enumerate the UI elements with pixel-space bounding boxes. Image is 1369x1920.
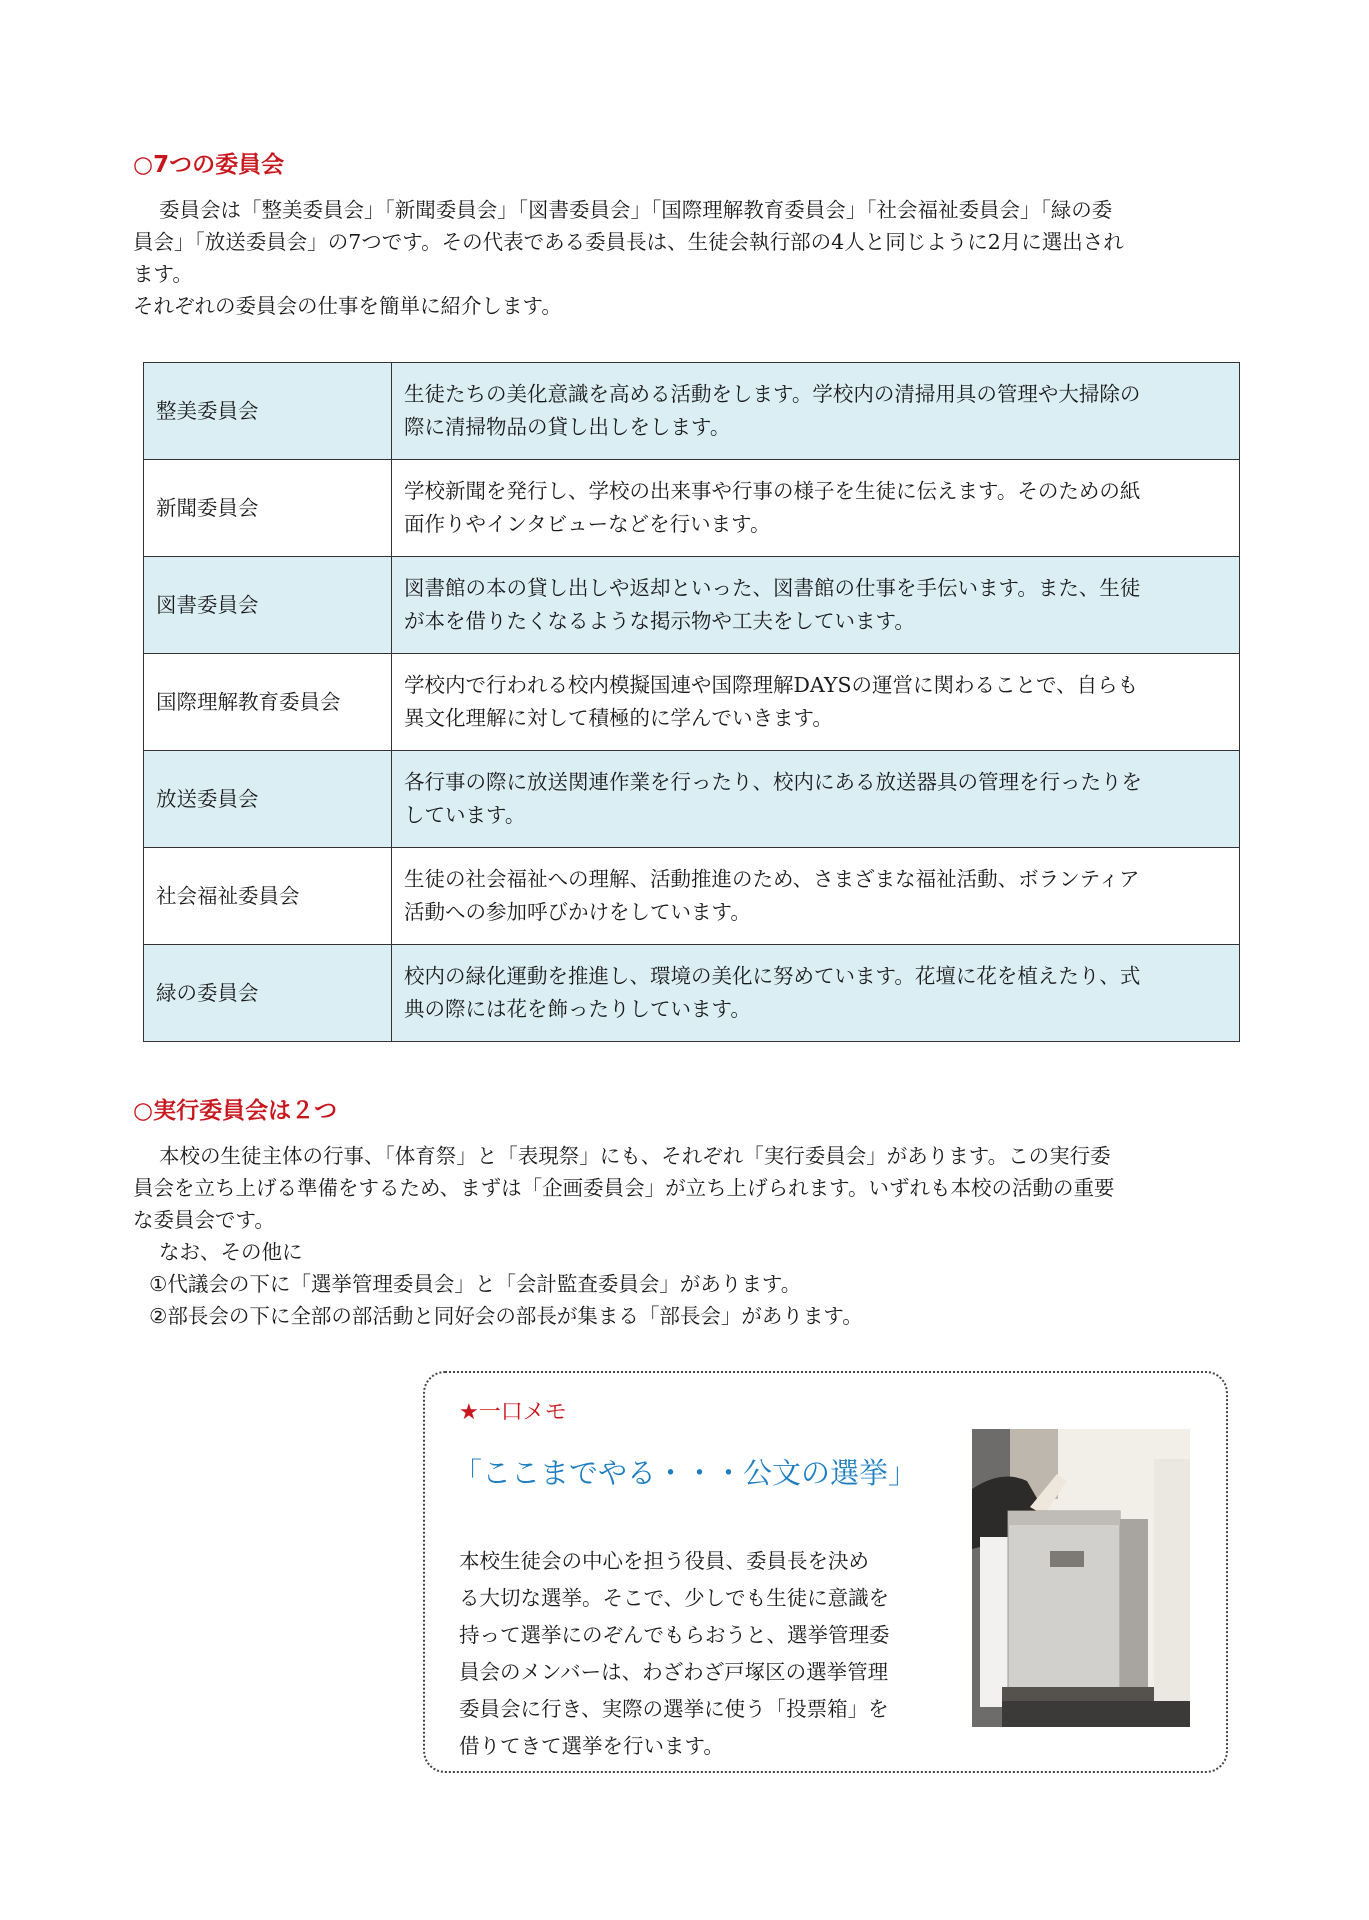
committees-table [143, 362, 1240, 1042]
executive-body [133, 1140, 1243, 1332]
body-line: ②部長会の下に全部の部活動と同好会の部長が集まる「部長会」があります。 [149, 1304, 863, 1328]
table-row [144, 363, 1240, 460]
committee-name: 社会福祉委員会 [144, 848, 392, 945]
body-line: 員会を立ち上げる準備をするため、まずは「企画委員会」が立ち上げられます。いずれも本校の活動の重要 [133, 1176, 1115, 1200]
memo-title: 「ここまでやる・・・公文の選挙」 [453, 1456, 918, 1490]
memo-label: ★一口メモ [459, 1400, 567, 1425]
intro-line: ます。 [133, 262, 193, 286]
committee-description: 生徒の社会福祉への理解、活動推進のため、さまざまな福祉活動、ボランティア 活動への参加呼びかけをしています。 [392, 848, 1240, 945]
table-row [144, 945, 1240, 1042]
ballot-box-illustration [972, 1429, 1190, 1727]
committee-description: 学校内で行われる校内模擬国連や国際理解DAYSの運営に関わることで、自らも 異文化理解に対して積極的に学んでいきます。 [392, 654, 1240, 751]
body-line: ①代議会の下に「選挙管理委員会」と「会計監査委員会」があります。 [149, 1272, 802, 1296]
table-row [144, 460, 1240, 557]
committee-description: 生徒たちの美化意識を高める活動をします。学校内の清掃用具の管理や大掃除の 際に清掃物品の貸し出しをします。 [392, 363, 1240, 460]
intro-line: 委員会は「整美委員会」「新聞委員会」「図書委員会」「国際理解教育委員会」「社会福祉委員会」「緑の委 [159, 198, 1113, 222]
intro-line: それぞれの委員会の仕事を簡単に紹介します。 [133, 294, 562, 318]
body-line: な委員会です。 [133, 1208, 275, 1232]
table-row [144, 848, 1240, 945]
committee-name: 緑の委員会 [144, 945, 392, 1042]
memo-body: 本校生徒会の中心を担う役員、委員長を決め る大切な選挙。そこで、少しでも生徒に意識を 持って選挙にのぞんでもらおうと、選挙管理委 員会のメンバーは、わざわざ戸塚区の選挙管理 委員会に行き、実際の選挙に使う「投票箱」を 借りてきて選挙を行います。 [459, 1549, 890, 1758]
body-line: なお、その他に [159, 1240, 303, 1264]
table-row [144, 654, 1240, 751]
committee-name: 国際理解教育委員会 [144, 654, 392, 751]
body-line: 本校の生徒主体の行事、「体育祭」と「表現祭」にも、それぞれ「実行委員会」があります。この実行委 [159, 1144, 1111, 1168]
committee-name: 整美委員会 [144, 363, 392, 460]
section-heading-executive: ○実行委員会は２つ [133, 1098, 338, 1124]
ballot-box-photo [972, 1429, 1190, 1727]
committee-description: 校内の緑化運動を推進し、環境の美化に努めています。花壇に花を植えたり、式 典の際には花を飾ったりしています。 [392, 945, 1240, 1042]
intro-line: 員会」「放送委員会」の7つです。その代表である委員長は、生徒会執行部の4人と同じように2月に選出され [133, 230, 1124, 254]
section-heading-committees: ○7つの委員会 [133, 152, 285, 178]
committee-description: 図書館の本の貸し出しや返却といった、図書館の仕事を手伝います。また、生徒 が本を借りたくなるような掲示物や工夫をしています。 [392, 557, 1240, 654]
committee-name: 図書委員会 [144, 557, 392, 654]
table-row [144, 751, 1240, 848]
committees-intro [133, 194, 1243, 322]
committee-name: 放送委員会 [144, 751, 392, 848]
table-row [144, 557, 1240, 654]
memo-box [423, 1371, 1228, 1773]
committee-description: 学校新聞を発行し、学校の出来事や行事の様子を生徒に伝えます。そのための紙 面作りやインタビューなどを行います。 [392, 460, 1240, 557]
committee-description: 各行事の際に放送関連作業を行ったり、校内にある放送器具の管理を行ったりを しています。 [392, 751, 1240, 848]
committee-name: 新聞委員会 [144, 460, 392, 557]
